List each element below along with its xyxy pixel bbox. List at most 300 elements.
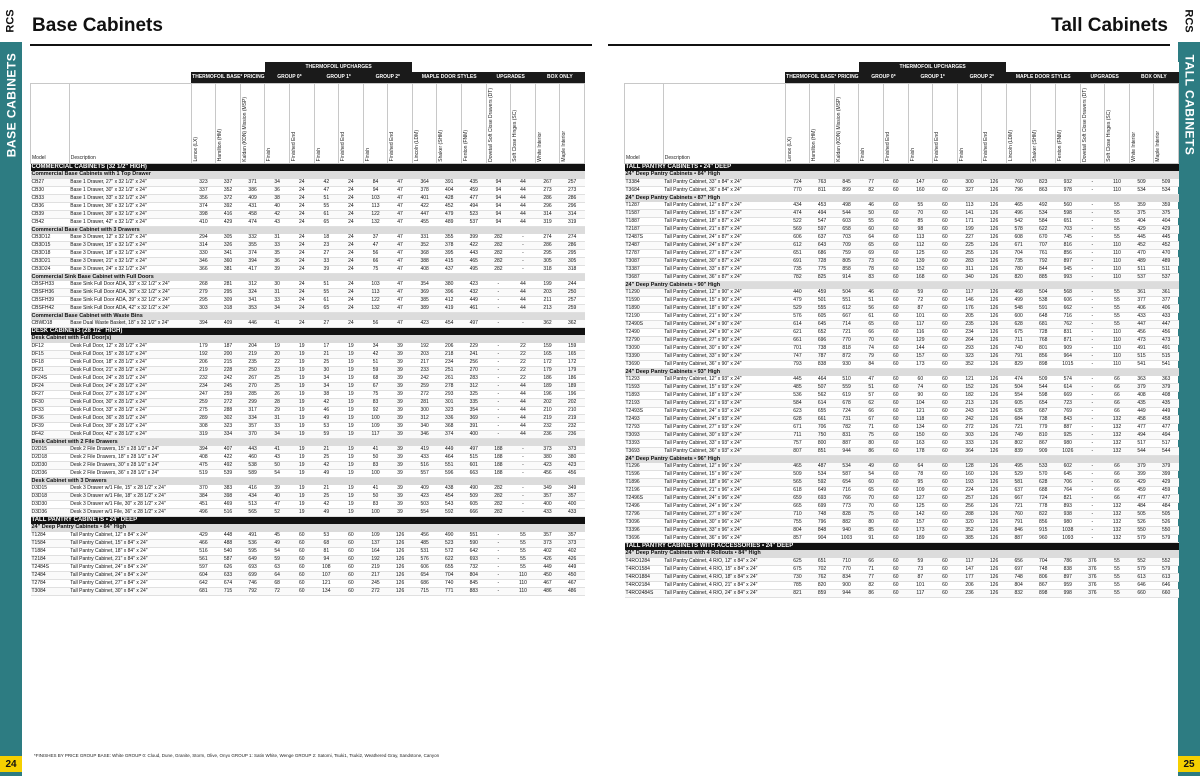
value-cell: 458: [1129, 415, 1154, 423]
value-cell: 467: [535, 579, 560, 587]
value-cell: 200: [216, 350, 241, 358]
value-cell: 422: [216, 453, 241, 461]
value-cell: 245: [216, 382, 241, 390]
section-title: COMMERCIAL CABINETS (32 1/2" HIGH): [31, 163, 585, 171]
subsection-title: 24" Deep Pantry Cabinets • 84" High: [625, 171, 1179, 179]
value-cell: 205: [957, 312, 982, 320]
table-row: [31, 350, 585, 358]
value-cell: 504: [834, 289, 859, 297]
value-cell: 60: [883, 573, 908, 581]
column-header-label: Finished End: [389, 132, 396, 162]
value-cell: 376: [1080, 558, 1105, 566]
value-cell: 305: [535, 257, 560, 265]
description-cell: Tall Pantry Cabinet, 33" x 87" x 24": [663, 265, 785, 273]
value-cell: 993: [1056, 273, 1081, 281]
value-cell: 19: [289, 446, 314, 454]
value-cell: 44: [511, 304, 536, 312]
value-cell: -: [1080, 494, 1105, 502]
description-cell: Desk Full Door, 39" x 28 1/2" x 24": [69, 422, 191, 430]
value-cell: 55: [1105, 312, 1130, 320]
value-cell: 126: [982, 589, 1007, 597]
description-cell: Tall Pantry Cabinet, 27" x 84" x 24": [69, 579, 191, 587]
value-cell: 590: [462, 539, 487, 547]
value-cell: 699: [810, 502, 835, 510]
value-cell: 272: [363, 587, 388, 595]
value-cell: 286: [560, 194, 585, 202]
value-cell: 60: [883, 526, 908, 534]
value-cell: 196: [535, 390, 560, 398]
value-cell: 42: [314, 500, 339, 508]
value-cell: 132: [1105, 526, 1130, 534]
value-cell: 126: [982, 518, 1007, 526]
value-cell: 60: [933, 502, 958, 510]
value-cell: 60: [933, 217, 958, 225]
page-number: 25: [1178, 756, 1200, 772]
value-cell: 60: [933, 296, 958, 304]
value-cell: 147: [957, 565, 982, 573]
table-row: [625, 265, 1179, 273]
value-cell: -: [1080, 518, 1105, 526]
value-cell: 296: [535, 202, 560, 210]
value-cell: 364: [957, 447, 982, 455]
description-cell: Tall Pantry Cabinet, 15" x 93" x 24": [663, 383, 785, 391]
value-cell: 60: [339, 547, 364, 555]
value-cell: 839: [1006, 447, 1031, 455]
value-cell: 331: [412, 234, 437, 242]
value-cell: 75: [363, 265, 388, 273]
value-cell: 242: [412, 374, 437, 382]
model-cell: DF21: [31, 366, 70, 374]
value-cell: 47: [388, 281, 413, 289]
value-cell: 19: [339, 500, 364, 508]
value-cell: 132: [363, 304, 388, 312]
value-cell: -: [1080, 186, 1105, 194]
value-cell: 295: [535, 249, 560, 257]
value-cell: 488: [216, 539, 241, 547]
value-cell: 60: [883, 296, 908, 304]
model-cell: T3693: [625, 447, 664, 455]
value-cell: 49: [859, 463, 884, 471]
value-cell: 914: [834, 273, 859, 281]
value-cell: 39: [388, 390, 413, 398]
value-cell: 242: [957, 415, 982, 423]
value-cell: 785: [785, 581, 810, 589]
description-cell: Tall Pantry Cabinet, 21" x 84" x 24": [69, 555, 191, 563]
description-cell: Tall Pantry Cabinet, 12" x 93" x 24": [663, 376, 785, 384]
value-cell: 275: [191, 406, 216, 414]
description-cell: Desk Full Door, 15" x 28 1/2" x 24": [69, 350, 191, 358]
value-cell: 340: [957, 273, 982, 281]
left-side-tab: [0, 0, 22, 776]
value-cell: 303: [191, 304, 216, 312]
value-cell: 51: [363, 358, 388, 366]
value-cell: 369: [462, 414, 487, 422]
description-cell: Desk 3 Drawer w/1 File, 30" x 28 1/2" x 24": [69, 500, 191, 508]
value-cell: 821: [785, 589, 810, 597]
value-cell: 233: [412, 366, 437, 374]
value-cell: 534: [1031, 209, 1056, 217]
value-cell: 536: [785, 391, 810, 399]
value-cell: 189: [560, 382, 585, 390]
value-cell: 592: [810, 478, 835, 486]
value-cell: 60: [883, 217, 908, 225]
value-cell: 55: [511, 532, 536, 540]
value-cell: 187: [216, 343, 241, 351]
column-header-label: Finished End: [884, 132, 891, 162]
value-cell: 264: [957, 336, 982, 344]
value-cell: -: [486, 343, 511, 351]
value-cell: 755: [785, 518, 810, 526]
value-cell: 41: [363, 485, 388, 493]
value-cell: 721: [834, 328, 859, 336]
section-header: [625, 542, 1179, 550]
subsection-header: [31, 273, 585, 281]
value-cell: 177: [957, 573, 982, 581]
value-cell: 272: [957, 423, 982, 431]
value-cell: 210: [535, 406, 560, 414]
column-header-label: Shaker (SHM): [1032, 129, 1039, 162]
value-cell: 182: [957, 391, 982, 399]
value-cell: 612: [834, 304, 859, 312]
table-row: [625, 209, 1179, 217]
value-cell: 60: [883, 179, 908, 187]
value-cell: -: [1080, 202, 1105, 210]
value-cell: 132: [1105, 447, 1130, 455]
subsection-title: Desk Cabinet with Full Door(s): [31, 335, 585, 343]
value-cell: 1026: [1056, 447, 1081, 455]
value-cell: 75: [363, 390, 388, 398]
table-row: [31, 382, 585, 390]
value-cell: 24: [289, 257, 314, 265]
value-cell: 189: [908, 534, 933, 542]
value-cell: 110: [511, 571, 536, 579]
value-cell: 92: [363, 406, 388, 414]
model-cell: T3087: [625, 257, 664, 265]
column-header: [363, 83, 388, 163]
value-cell: 379: [1129, 463, 1154, 471]
value-cell: 551: [462, 532, 487, 540]
value-cell: 281: [216, 281, 241, 289]
value-cell: 671: [1006, 241, 1031, 249]
model-cell: D2D18: [31, 453, 70, 461]
model-cell: DF24: [31, 382, 70, 390]
value-cell: 19: [339, 358, 364, 366]
description-cell: Desk Full Door, 27" x 28 1/2" x 24": [69, 390, 191, 398]
value-cell: 578: [1006, 225, 1031, 233]
value-cell: 651: [1056, 217, 1081, 225]
value-cell: 55: [1105, 589, 1130, 597]
value-cell: 704: [1031, 558, 1056, 566]
value-cell: 60: [339, 532, 364, 540]
value-cell: 126: [982, 470, 1007, 478]
value-cell: 581: [1006, 478, 1031, 486]
value-cell: 75: [859, 431, 884, 439]
value-cell: 1015: [1056, 360, 1081, 368]
value-cell: 113: [363, 202, 388, 210]
model-cell: T4RO1584: [625, 565, 664, 573]
value-cell: -: [1080, 265, 1105, 273]
value-cell: 126: [388, 587, 413, 595]
value-cell: 786: [1056, 558, 1081, 566]
value-cell: 380: [437, 281, 462, 289]
value-cell: 455: [412, 218, 437, 226]
subsection-header: [31, 312, 585, 320]
value-cell: 848: [810, 526, 835, 534]
column-header: [933, 83, 958, 163]
value-cell: 126: [982, 383, 1007, 391]
value-cell: 172: [535, 358, 560, 366]
value-cell: 196: [560, 390, 585, 398]
description-cell: Desk 3 Drawer w/1 File, 18" x 28 1/2" x 24": [69, 492, 191, 500]
value-cell: 618: [785, 486, 810, 494]
value-cell: 94: [314, 555, 339, 563]
value-cell: 224: [957, 486, 982, 494]
value-cell: 219: [363, 563, 388, 571]
value-cell: 60: [908, 376, 933, 384]
value-cell: 126: [982, 565, 1007, 573]
value-cell: 810: [1031, 431, 1056, 439]
model-cell: DF12: [31, 343, 70, 351]
value-cell: 579: [1129, 534, 1154, 542]
value-cell: 60: [933, 186, 958, 194]
value-cell: 243: [957, 407, 982, 415]
value-cell: 440: [785, 289, 810, 297]
value-cell: 60: [339, 571, 364, 579]
value-cell: 60: [883, 415, 908, 423]
value-cell: 626: [216, 563, 241, 571]
value-cell: 107: [314, 571, 339, 579]
value-cell: 33: [314, 257, 339, 265]
value-cell: 715: [216, 587, 241, 595]
value-cell: 19: [339, 508, 364, 516]
value-cell: -: [1080, 217, 1105, 225]
value-cell: 485: [412, 539, 437, 547]
value-cell: 19: [289, 366, 314, 374]
value-cell: 236: [535, 430, 560, 438]
description-cell: Tall Pantry Cabinet, 30" x 96" x 24": [663, 518, 785, 526]
description-cell: Desk Full Door, 12" x 28 1/2" x 24": [69, 343, 191, 351]
value-cell: 86: [859, 447, 884, 455]
value-cell: 565: [240, 508, 265, 516]
value-cell: 281: [412, 398, 437, 406]
value-cell: 399: [462, 234, 487, 242]
value-cell: 354: [412, 281, 437, 289]
value-cell: 236: [957, 589, 982, 597]
value-cell: 250: [560, 288, 585, 296]
description-cell: Tall Pantry Cabinet, 21" x 90" x 24": [663, 312, 785, 320]
value-cell: 79: [859, 352, 884, 360]
model-cell: T2490: [625, 328, 664, 336]
value-cell: 569: [785, 225, 810, 233]
value-cell: 110: [1105, 360, 1130, 368]
value-cell: 46: [859, 202, 884, 210]
description-cell: Tall Pantry Cabinet, 33" x 84" x 24": [663, 179, 785, 187]
value-cell: 110: [1105, 344, 1130, 352]
value-cell: 897: [1056, 573, 1081, 581]
value-cell: 579: [1154, 565, 1179, 573]
value-cell: 721: [1006, 423, 1031, 431]
value-cell: 31: [265, 288, 290, 296]
value-cell: 80: [859, 439, 884, 447]
value-cell: 658: [834, 225, 859, 233]
value-cell: 449: [535, 563, 560, 571]
description-cell: Base 3 Drawer, 18" x 32 1/2" x 24": [69, 249, 191, 257]
column-header: [462, 83, 487, 163]
value-cell: 60: [883, 558, 908, 566]
value-cell: 44: [511, 390, 536, 398]
subsection-title: 24" Deep Pantry Cabinets • 93" High: [625, 368, 1179, 376]
value-cell: 60: [289, 547, 314, 555]
value-cell: 675: [785, 565, 810, 573]
value-cell: 126: [982, 510, 1007, 518]
value-cell: 126: [982, 478, 1007, 486]
value-cell: 856: [1031, 352, 1056, 360]
value-cell: 661: [810, 415, 835, 423]
value-cell: 856: [1056, 249, 1081, 257]
value-cell: 361: [1154, 289, 1179, 297]
value-cell: 379: [1154, 463, 1179, 471]
value-cell: 176: [957, 304, 982, 312]
model-cell: D3D18: [31, 492, 70, 500]
value-cell: 318: [535, 265, 560, 273]
value-cell: 669: [1056, 391, 1081, 399]
value-cell: -: [486, 288, 511, 296]
model-cell: T2787: [625, 249, 664, 257]
value-cell: 229: [462, 343, 487, 351]
value-cell: 738: [1031, 415, 1056, 423]
value-cell: 534: [834, 463, 859, 471]
value-cell: 998: [1056, 589, 1081, 597]
value-cell: 56: [363, 320, 388, 328]
subsection-header: [625, 194, 1179, 202]
value-cell: 51: [859, 383, 884, 391]
value-cell: 404: [1129, 217, 1154, 225]
value-cell: 60: [933, 581, 958, 589]
value-cell: 94: [486, 210, 511, 218]
value-cell: 128: [957, 463, 982, 471]
table-row: [625, 565, 1179, 573]
value-cell: 126: [388, 571, 413, 579]
value-cell: 47: [388, 265, 413, 273]
value-cell: 760: [1006, 510, 1031, 518]
value-cell: -: [511, 265, 536, 273]
value-cell: 460: [240, 453, 265, 461]
header-row-groups: [31, 72, 585, 83]
value-cell: 242: [216, 374, 241, 382]
value-cell: 513: [240, 500, 265, 508]
value-cell: 337: [216, 179, 241, 187]
model-cell: T2496: [625, 502, 664, 510]
value-cell: 126: [982, 179, 1007, 187]
value-cell: -: [1080, 376, 1105, 384]
column-header-label: Maple Interior: [1155, 130, 1162, 162]
value-cell: 945: [1056, 265, 1081, 273]
thermofoil-header: THERMOFOIL BASE* PRICING: [785, 72, 859, 83]
model-cell: T2790: [625, 336, 664, 344]
value-cell: 77: [859, 179, 884, 187]
value-cell: 126: [982, 186, 1007, 194]
table-row: [625, 352, 1179, 360]
value-cell: 844: [1031, 265, 1056, 273]
description-cell: Tall Pantry Cabinet, 27" x 93" x 24": [663, 423, 785, 431]
value-cell: 318: [560, 265, 585, 273]
value-cell: 614: [785, 320, 810, 328]
value-cell: 706: [810, 423, 835, 431]
table-row: [31, 406, 585, 414]
value-cell: 126: [982, 573, 1007, 581]
column-header: [1006, 83, 1031, 163]
value-cell: 691: [785, 257, 810, 265]
value-cell: 126: [982, 439, 1007, 447]
value-cell: 584: [1031, 217, 1056, 225]
value-cell: 39: [388, 430, 413, 438]
value-cell: 60: [883, 502, 908, 510]
model-cell: T4RO1884: [625, 573, 664, 581]
value-cell: 59: [265, 555, 290, 563]
value-cell: -: [511, 234, 536, 242]
value-cell: 882: [834, 518, 859, 526]
value-cell: 47: [388, 202, 413, 210]
value-cell: 432: [462, 288, 487, 296]
value-cell: 257: [560, 179, 585, 187]
value-cell: 21: [314, 350, 339, 358]
footnote: *FINISHES BY PRICE GROUP BASE: White GROUP 0: Cloud, Dune, Granite, Storm, Olive, Onyx GROUP 1: Satin White, Wenge GROUP 2: Satomi, Tsuki1, Tsuki2, Weathered Gray, Sandstone, Canyon: [34, 753, 440, 758]
value-cell: 267: [240, 374, 265, 382]
header-blank: [625, 62, 859, 72]
description-cell: Tall Pantry Cabinet, 18" x 90" x 24": [663, 304, 785, 312]
header-row-top: [625, 62, 1179, 72]
value-cell: 47: [314, 186, 339, 194]
model-cell: T2796: [625, 510, 664, 518]
value-cell: 565: [785, 478, 810, 486]
value-cell: 308: [191, 422, 216, 430]
value-cell: 59: [314, 430, 339, 438]
value-cell: 887: [1056, 423, 1081, 431]
value-cell: 39: [388, 446, 413, 454]
value-cell: 66: [859, 328, 884, 336]
value-cell: 66: [1105, 470, 1130, 478]
table-row: [31, 446, 585, 454]
value-cell: 60: [933, 534, 958, 542]
value-cell: 55: [1105, 202, 1130, 210]
table-row: [625, 225, 1179, 233]
column-header: [957, 83, 982, 163]
value-cell: 792: [1031, 257, 1056, 265]
value-cell: 380: [535, 453, 560, 461]
value-cell: 408: [1129, 391, 1154, 399]
value-cell: 332: [240, 234, 265, 242]
value-cell: 354: [462, 406, 487, 414]
description-cell: Tall Pantry Cabinet, 15" x 96" x 24": [663, 470, 785, 478]
value-cell: 60: [933, 439, 958, 447]
value-cell: 654: [1031, 399, 1056, 407]
value-cell: 90: [908, 391, 933, 399]
table-row: [31, 587, 585, 595]
value-cell: 234: [191, 382, 216, 390]
value-cell: 305: [216, 234, 241, 242]
value-cell: 257: [560, 296, 585, 304]
value-cell: 213: [957, 399, 982, 407]
value-cell: 409: [216, 320, 241, 328]
value-cell: 22: [511, 366, 536, 374]
value-cell: 486: [560, 587, 585, 595]
value-cell: 637: [1006, 486, 1031, 494]
value-cell: 477: [1154, 423, 1179, 431]
value-cell: 980: [1056, 439, 1081, 447]
value-cell: 64: [265, 571, 290, 579]
value-cell: 738: [810, 344, 835, 352]
description-cell: Base 1 Drawer, 27" x 32 1/2" x 24": [69, 179, 191, 187]
